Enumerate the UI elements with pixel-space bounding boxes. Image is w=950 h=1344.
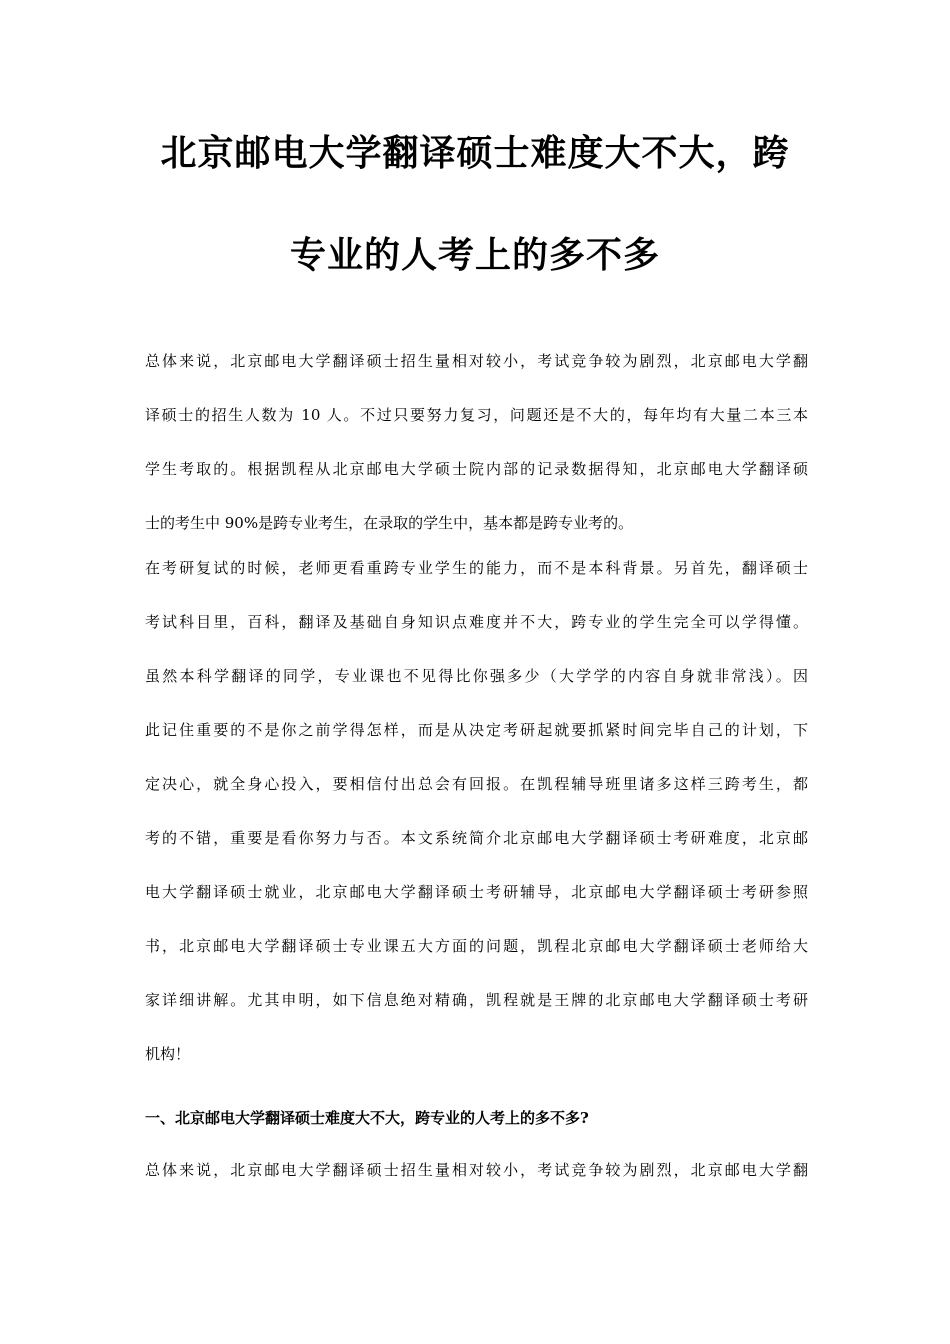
paragraph-line: 总体来说，北京邮电大学翻译硕士招生量相对较小，考试竞争较为剧烈，北京邮电大学翻 <box>145 1161 808 1179</box>
paragraph-line: 考试科目里，百科，翻译及基础自身知识点难度并不大，跨专业的学生完全可以学得懂。 <box>145 613 808 631</box>
document-title-line-2: 专业的人考上的多不多 <box>289 234 660 276</box>
paragraph-line: 考的不错，重要是看你努力与否。本文系统简介北京邮电大学翻译硕士考研难度，北京邮 <box>145 829 808 847</box>
paragraph-line: 书，北京邮电大学翻译硕士专业课五大方面的问题，凯程北京邮电大学翻译硕士老师给大 <box>145 937 808 955</box>
paragraph-line: 在考研复试的时候，老师更看重跨专业学生的能力，而不是本科背景。另首先，翻译硕士 <box>145 559 808 577</box>
paragraph-line: 机构！ <box>145 1045 191 1063</box>
paragraph-line: 译硕士的招生人数为 10 人。不过只要努力复习，问题还是不大的，每年均有大量二本三本 <box>145 406 808 424</box>
paragraph-line: 学生考取的。根据凯程从北京邮电大学硕士院内部的记录数据得知，北京邮电大学翻译硕 <box>145 460 808 478</box>
document-title-line-1: 北京邮电大学翻译硕士难度大不大，跨 <box>160 132 790 174</box>
section-1-heading: 一、北京邮电大学翻译硕士难度大不大，跨专业的人考上的多不多? <box>145 1109 589 1127</box>
paragraph-line: 定决心，就全身心投入，要相信付出总会有回报。在凯程辅导班里诸多这样三跨考生，都 <box>145 775 808 793</box>
paragraph-line: 士的考生中 90%是跨专业考生，在录取的学生中，基本都是跨专业考的。 <box>145 514 634 532</box>
paragraph-line: 电大学翻译硕士就业，北京邮电大学翻译硕士考研辅导，北京邮电大学翻译硕士考研参照 <box>145 883 808 901</box>
paragraph-line: 虽然本科学翻译的同学，专业课也不见得比你强多少（大学学的内容自身就非常浅）。因 <box>145 667 808 685</box>
paragraph-line: 家详细讲解。尤其申明，如下信息绝对精确，凯程就是王牌的北京邮电大学翻译硕士考研 <box>145 991 808 1009</box>
paragraph-line: 总体来说，北京邮电大学翻译硕士招生量相对较小，考试竞争较为剧烈，北京邮电大学翻 <box>145 352 808 370</box>
paragraph-line: 此记住重要的不是你之前学得怎样，而是从决定考研起就要抓紧时间完毕自己的计划，下 <box>145 721 808 739</box>
